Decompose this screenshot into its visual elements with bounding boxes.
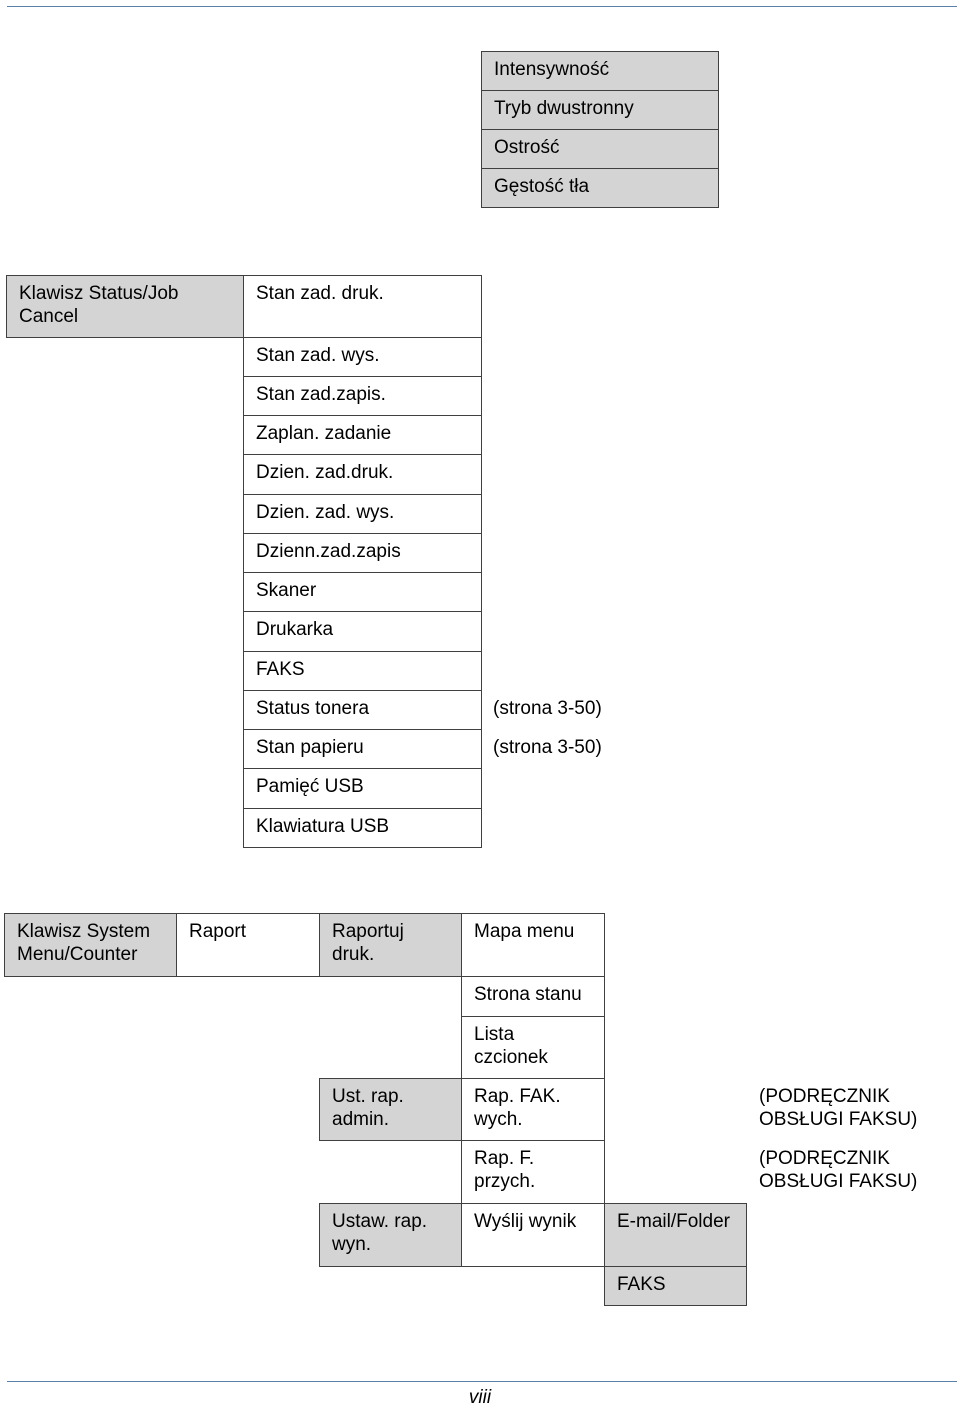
menu-item-ostrosc: Ostrość [481,129,719,169]
print-item-lista-czcionek: Lista czcionek [461,1016,605,1079]
status-item-faks: FAKS [243,651,482,691]
status-item-dzien-zad-wys: Dzien. zad. wys. [243,494,482,534]
admin-item-rap-f-przych: Rap. F. przych. [461,1140,605,1204]
ust-rap-admin-item: Ust. rap. admin. [319,1078,462,1141]
ustaw-rap-wyn-item: Ustaw. rap. wyn. [319,1203,462,1267]
status-item-stan-zad-zapis: Stan zad.zapis. [243,376,482,416]
print-item-mapa-menu: Mapa menu [461,913,605,977]
status-item-stan-zad-druk: Stan zad. druk. [243,275,482,338]
menu-item-tryb-dwustronny: Tryb dwustronny [481,90,719,130]
page-ref-status-tonera: (strona 3-50) [493,698,602,719]
status-item-stan-zad-wys: Stan zad. wys. [243,337,482,377]
top-rule [7,6,957,7]
send-item-faks: FAKS [604,1266,747,1306]
menu-item-intensywnosc: Intensywność [481,51,719,91]
status-item-zaplan-zadanie: Zaplan. zadanie [243,415,482,455]
status-item-pamiec-usb: Pamięć USB [243,768,482,809]
status-item-dzien-zad-druk: Dzien. zad.druk. [243,454,482,495]
wyslij-wynik-item: Wyślij wynik [461,1203,605,1267]
status-item-status-tonera: Status tonera [243,690,482,730]
fax-manual-ref-2: (PODRĘCZNIK OBSŁUGI FAKSU) [759,1148,918,1192]
send-item-email-folder: E-mail/Folder [604,1203,747,1267]
print-item-strona-stanu: Strona stanu [461,976,605,1017]
raportuj-druk-item: Raportuj druk. [319,913,462,977]
status-item-drukarka: Drukarka [243,611,482,652]
status-item-stan-papieru: Stan papieru [243,729,482,769]
status-item-dzienn-zad-zapis: Dzienn.zad.zapis [243,533,482,573]
bottom-rule [7,1381,957,1382]
menu-item-gestosc-tla: Gęstość tła [481,168,719,208]
system-menu-counter-key: Klawisz System Menu/Counter [4,913,177,977]
status-item-skaner: Skaner [243,572,482,612]
page-ref-stan-papieru: (strona 3-50) [493,737,602,758]
fax-manual-ref-1: (PODRĘCZNIK OBSŁUGI FAKSU) [759,1086,918,1130]
admin-item-rap-fak-wych: Rap. FAK. wych. [461,1078,605,1141]
status-item-klawiatura-usb: Klawiatura USB [243,808,482,848]
status-job-cancel-key: Klawisz Status/Job Cancel [6,275,244,338]
raport-item: Raport [176,913,320,977]
page-number: viii [468,1387,492,1408]
